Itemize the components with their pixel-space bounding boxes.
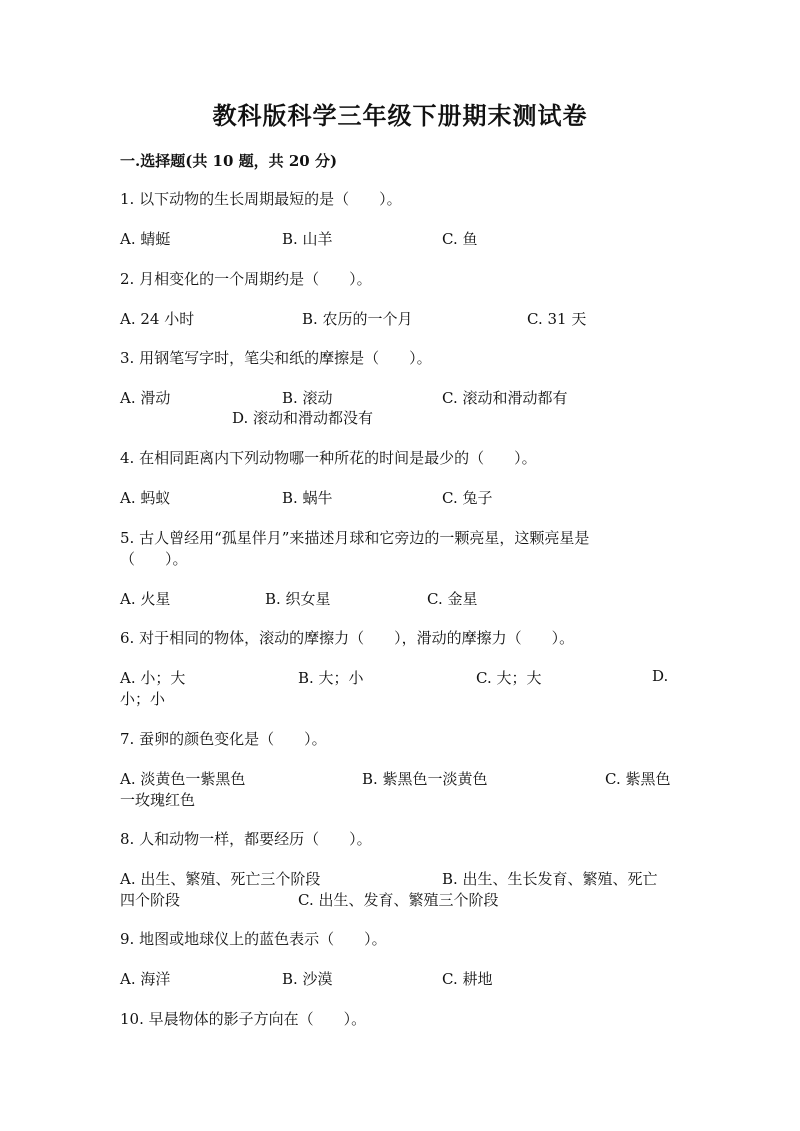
q8-option-b: B. 出生、生长发育、繁殖、死亡 [442, 870, 658, 888]
q2-option-c: C. 31 天 [527, 310, 587, 328]
q5-option-a: A. 火星 [120, 590, 171, 608]
q2-option-b: B. 农历的一个月 [302, 310, 413, 328]
q6-option-b: B. 大；小 [298, 669, 364, 687]
question-8-stem: 8. 人和动物一样，都要经历（ ）。 [120, 830, 372, 848]
q1-option-a: A. 蜻蜓 [120, 230, 171, 248]
question-1-stem: 1. 以下动物的生长周期最短的是（ ）。 [120, 190, 402, 208]
q6-option-c: C. 大；大 [476, 669, 542, 687]
q5-option-b: B. 织女星 [265, 590, 331, 608]
q7-option-c: C. 紫黑色 [605, 770, 671, 788]
q9-option-c: C. 耕地 [442, 970, 493, 988]
question-9-stem: 9. 地图或地球仪上的蓝色表示（ ）。 [120, 930, 387, 948]
question-7-stem: 7. 蚕卵的颜色变化是（ ）。 [120, 730, 327, 748]
q7-option-c-continued: 一玫瑰红色 [120, 791, 196, 809]
page-title: 教科版科学三年级下册期末测试卷 [212, 101, 588, 130]
q6-option-d-text: 小；小 [120, 690, 166, 708]
q4-option-a: A. 蚂蚁 [120, 489, 171, 507]
question-6-stem: 6. 对于相同的物体，滚动的摩擦力（ ），滑动的摩擦力（ ）。 [120, 629, 575, 647]
q3-option-a: A. 滑动 [120, 389, 171, 407]
q4-option-b: B. 蜗牛 [282, 489, 333, 507]
q4-option-c: C. 兔子 [442, 489, 493, 507]
q2-option-a: A. 24 小时 [120, 310, 195, 328]
q6-option-d-label: D. [652, 667, 669, 685]
q9-option-b: B. 沙漠 [282, 970, 333, 988]
q7-option-a: A. 淡黄色一紫黑色 [120, 770, 246, 788]
q6-option-a: A. 小；大 [120, 669, 186, 687]
q3-option-b: B. 滚动 [282, 389, 333, 407]
q7-option-b: B. 紫黑色一淡黄色 [362, 770, 488, 788]
question-2-stem: 2. 月相变化的一个周期约是（ ）。 [120, 270, 372, 288]
q8-option-a: A. 出生、繁殖、死亡三个阶段 [120, 870, 321, 888]
q8-option-b-continued: 四个阶段 [120, 891, 181, 909]
section-heading: 一.选择题(共 10 题，共 20 分) [120, 152, 338, 170]
question-5-stem-continued: （ ）。 [120, 550, 188, 568]
q1-option-b: B. 山羊 [282, 230, 333, 248]
q9-option-a: A. 海洋 [120, 970, 171, 988]
q3-option-d: D. 滚动和滑动都没有 [232, 409, 374, 427]
q5-option-c: C. 金星 [427, 590, 478, 608]
q3-option-c: C. 滚动和滑动都有 [442, 389, 568, 407]
question-5-stem: 5. 古人曾经用“孤星伴月”来描述月球和它旁边的一颗亮星，这颗亮星是 [120, 529, 590, 547]
q8-option-c: C. 出生、发育、繁殖三个阶段 [298, 891, 499, 909]
question-4-stem: 4. 在相同距离内下列动物哪一种所花的时间是最少的（ ）。 [120, 449, 537, 467]
question-3-stem: 3. 用钢笔写字时，笔尖和纸的摩擦是（ ）。 [120, 349, 432, 367]
question-10-stem: 10. 早晨物体的影子方向在（ ）。 [120, 1010, 367, 1028]
q1-option-c: C. 鱼 [442, 230, 478, 248]
